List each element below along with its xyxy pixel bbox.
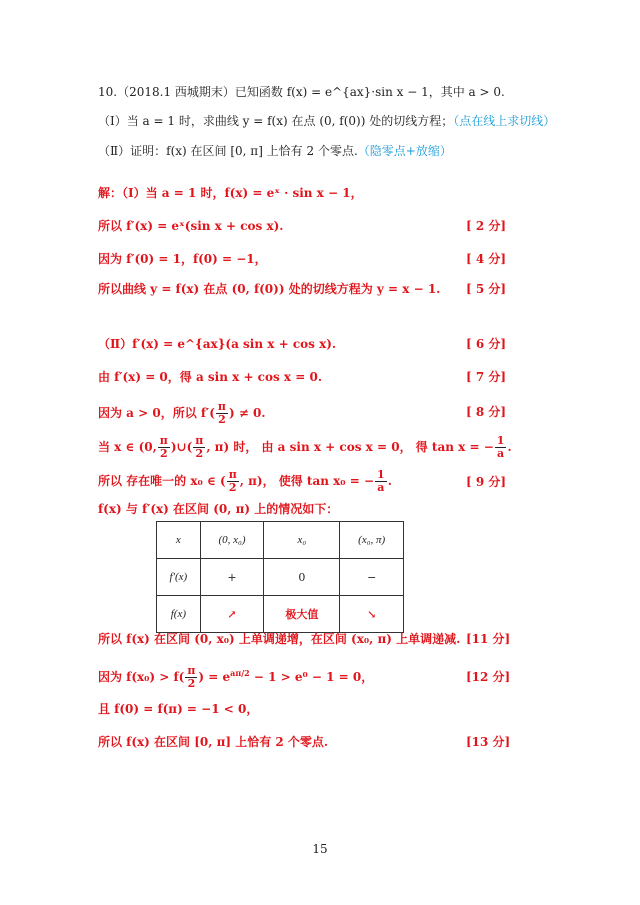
fraction-1-over-a: $\frac{1}{a}$: [377, 468, 385, 494]
problem-part1: [98, 113, 555, 129]
solution-step-10: f(x) 与 f′(x) 在区间 (0, π) 上的情况如下：: [98, 502, 339, 516]
solution-step-9: [98, 469, 392, 494]
part2-text: （Ⅱ）证明：f(x) 在区间 [0, π] 上恰有 2 个零点.: [98, 144, 358, 158]
step7-pre: 因为 a > 0，所以 f′(: [98, 406, 215, 420]
solution-step-6: 由 f′(x) = 0，得 a sin x + cos x = 0.: [98, 370, 323, 384]
decreasing-arrow-icon: ↘: [340, 596, 404, 633]
table-cell: (x₀, π): [340, 522, 404, 559]
table-row: [157, 559, 404, 596]
solution-step-1: 解：（Ⅰ）当 a = 1 时，f(x) = eˣ · sin x − 1，: [98, 186, 363, 200]
step8-part-c: , π) 时， 由 a sin x + cos x = 0， 得 tan x = −: [206, 440, 494, 454]
step8-part-d: .: [507, 440, 512, 454]
table-cell: x: [157, 522, 201, 559]
problem-part2: [98, 143, 452, 159]
fraction-pi-over-2: $\frac{\pi}{2}$: [159, 434, 168, 460]
solution-step-5: （Ⅱ）f′(x) = e^{ax}(a sin x + cos x).: [98, 337, 337, 351]
part2-hint: （隐零点+放缩）: [357, 144, 452, 158]
score-8: [ 8 分]: [466, 405, 507, 419]
table-cell: (0, x₀): [200, 522, 264, 559]
score-11: [11 分]: [466, 632, 511, 646]
score-5: [ 5 分]: [466, 282, 507, 296]
score-4: [ 4 分]: [466, 252, 507, 266]
table-cell: 0: [264, 559, 340, 596]
step7-post: ) ≠ 0.: [228, 406, 266, 420]
step9-part-b: , π)， 使得 tan x₀ = −: [239, 474, 375, 488]
solution-step-13: 且 f(0) = f(π) = −1 < 0，: [98, 702, 259, 716]
solution-step-7: [98, 401, 266, 426]
table-cell: f(x): [157, 596, 201, 633]
exponent: aπ/2: [230, 668, 250, 678]
step12-part-c: − 1 > e⁰ − 1 = 0，: [249, 670, 374, 684]
solution-step-2: 所以 f′(x) = eˣ(sin x + cos x).: [98, 219, 284, 233]
fraction-pi-over-2: $\frac{\pi}{2}$: [217, 400, 226, 426]
step8-part-b: )∪(: [170, 440, 193, 454]
solution-step-12: [98, 665, 373, 690]
table-cell: +: [200, 559, 264, 596]
table-row: [157, 522, 404, 559]
score-2: [ 2 分]: [466, 219, 507, 233]
step9-part-a: 所以 存在唯一的 x₀ ∈ (: [98, 474, 226, 488]
solution-step-8: [98, 435, 512, 460]
solution-step-14: 所以 f(x) 在区间 [0, π] 上恰有 2 个零点.: [98, 735, 329, 749]
score-13: [13 分]: [466, 735, 511, 749]
variation-table: [156, 521, 404, 633]
solution-step-4: 所以曲线 y = f(x) 在点 (0, f(0)) 处的切线方程为 y = x − 1.: [98, 282, 441, 296]
score-7: [ 7 分]: [466, 370, 507, 384]
part1-hint: （点在线上求切线）: [453, 114, 556, 128]
table-cell: x₀: [264, 522, 340, 559]
step8-part-a: 当 x ∈ (0,: [98, 440, 157, 454]
increasing-arrow-icon: ↗: [200, 596, 264, 633]
solution-step-11: 所以 f(x) 在区间 (0, x₀) 上单调递增，在区间 (x₀, π) 上单调递减.: [98, 632, 461, 646]
problem-stem: 10.（2018.1 西城期末）已知函数 f(x) = e^{ax}·sin x − 1，其中 a > 0.: [98, 85, 505, 99]
table-cell: f′(x): [157, 559, 201, 596]
fraction-1-over-a: $\frac{1}{a}$: [496, 434, 505, 460]
score-6: [ 6 分]: [466, 337, 507, 351]
part1-text: （Ⅰ）当 a = 1 时，求曲线 y = f(x) 在点 (0, f(0)) 处的切线方程；: [98, 114, 454, 128]
step12-part-a: 因为 f(x₀) > f(: [98, 670, 185, 684]
table-cell: 极大值: [264, 596, 340, 633]
score-9: [ 9 分]: [466, 475, 507, 489]
page-number: 15: [312, 842, 328, 856]
table-cell: −: [340, 559, 404, 596]
fraction-pi-over-2: $\frac{\pi}{2}$: [187, 664, 196, 690]
fraction-pi-over-2: $\frac{\pi}{2}$: [195, 434, 204, 460]
solution-step-3: 因为 f′(0) = 1，f(0) = −1，: [98, 252, 267, 266]
score-12: [12 分]: [466, 670, 511, 684]
step9-part-c: .: [387, 474, 392, 488]
step12-part-b: ) = e: [198, 670, 231, 684]
table-row: [157, 596, 404, 633]
fraction-pi-over-2: $\frac{\pi}{2}$: [228, 468, 237, 494]
